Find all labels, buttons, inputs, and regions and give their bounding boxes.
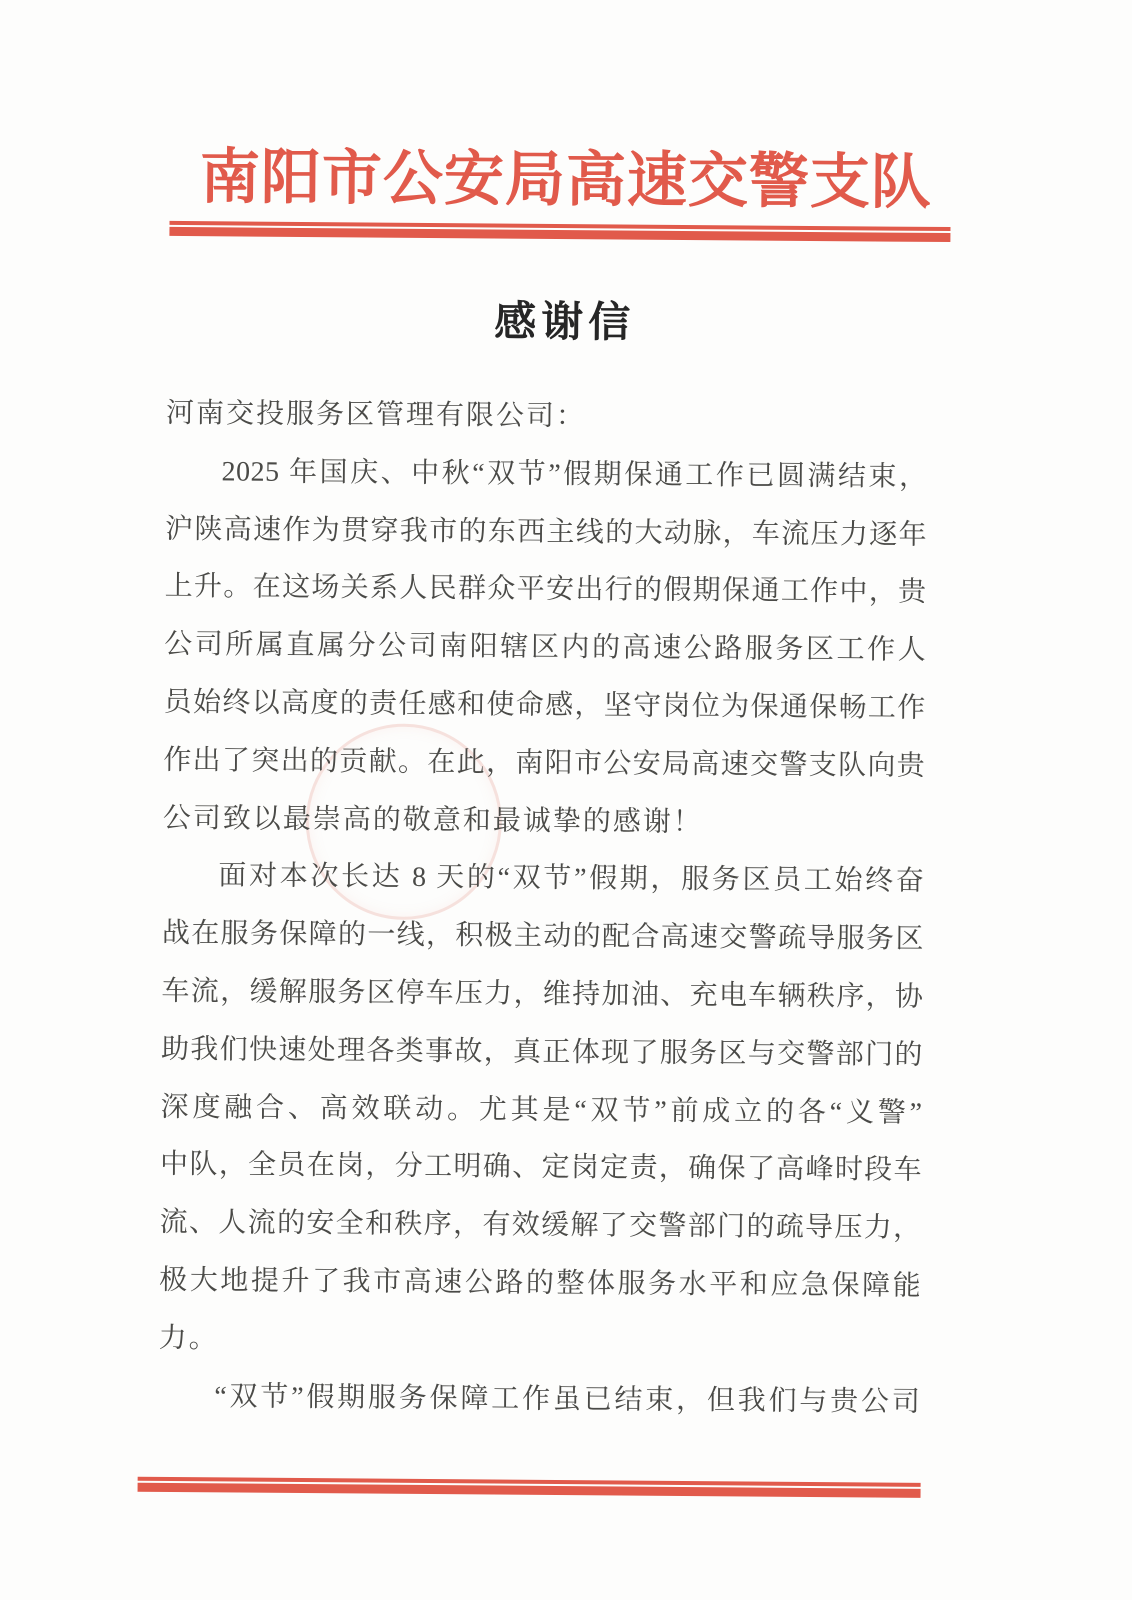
body-line: 公司致以最崇高的敬意和最诚挚的感谢！: [162, 802, 703, 838]
body-line: 深度融合、高效联动。尤其是“双节”前成立的各“义警”: [160, 1091, 923, 1129]
body-line: 极大地提升了我市高速公路的整体服务水平和应急保障能: [159, 1264, 922, 1302]
body-line: 上升。在这场关系人民群众平安出行的假期保通工作中，贵: [164, 571, 927, 609]
body-line: 流、人流的安全和秩序，有效缓解了交警部门的疏导压力，: [159, 1207, 922, 1245]
body-line: 力。: [158, 1322, 219, 1355]
document-title: 感谢信: [494, 299, 636, 347]
letter-body: [158, 385, 928, 1431]
body-line: 助我们快速处理各类事故，真正体现了服务区与交警部门的: [160, 1033, 924, 1071]
body-line: 员始终以高度的责任感和使命感，坚守岗位为保通保畅工作: [163, 686, 926, 724]
letterhead-double-rule: [169, 221, 950, 242]
body-line: 战在服务保障的一线，积极主动的配合高速交警疏导服务区: [161, 918, 925, 956]
body-line: 2025 年国庆、中秋“双节”假期保通工作已圆满结束，: [221, 456, 928, 493]
body-line: 沪陕高速作为贯穿我市的东西主线的大动脉，车流压力逐年: [164, 513, 928, 551]
body-line: “双节”假期服务保障工作虽已结束，但我们与贵公司: [214, 1380, 921, 1418]
body-line: 面对本次长达 8 天的“双节”假期，服务区员工始终奋: [218, 860, 925, 898]
letterhead-organization-title: 南阳市公安局高速交警支队: [199, 144, 933, 216]
body-line: 车流，缓解服务区停车压力，维持加油、充电车辆秩序，协: [161, 975, 924, 1013]
body-line: 公司所属直属分公司南阳辖区内的高速公路服务区工作人: [164, 629, 927, 667]
footer-double-rule: [138, 1477, 921, 1498]
body-line: 作出了突出的贡献。在此，南阳市公安局高速交警支队向贵: [163, 744, 926, 782]
salutation-line: 河南交投服务区管理有限公司：: [165, 397, 587, 433]
body-line: 中队，全员在岗，分工明确、定岗定责，确保了高峰时段车: [159, 1149, 923, 1187]
